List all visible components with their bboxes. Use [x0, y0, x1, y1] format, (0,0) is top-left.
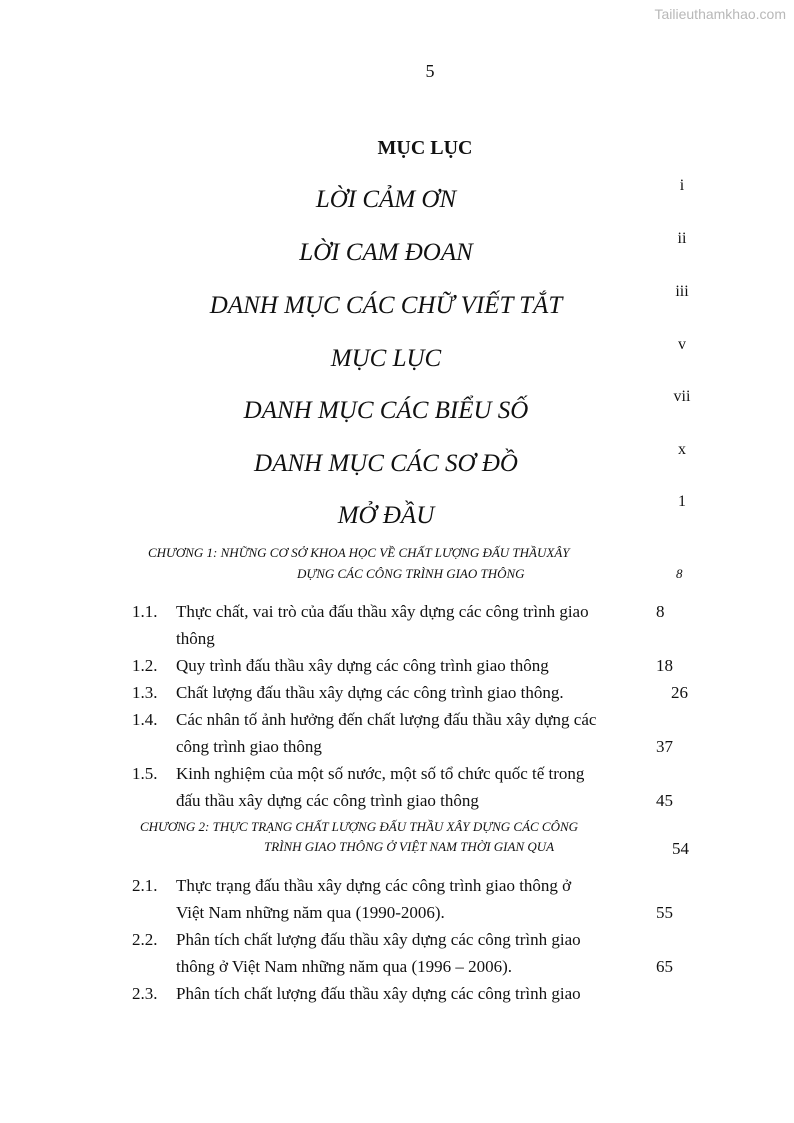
section-title: Thực chất, vai trò của đấu thầu xây dựng các công trình giao	[176, 602, 589, 621]
toc-entry-mo-dau: MỞ ĐẦU	[337, 502, 435, 529]
section-title: Chất lượng đấu thầu xây dựng các công trình giao thông.	[176, 683, 564, 702]
toc-page-loi-cam-on: i	[679, 177, 685, 194]
chapter-1-title-line2: DỰNG CÁC CÔNG TRÌNH GIAO THÔNG	[297, 566, 525, 581]
section-title: Phân tích chất lượng đấu thầu xây dựng các công trình giao	[176, 984, 581, 1003]
section-number: 1.2.	[132, 656, 158, 675]
section-number: 1.5.	[132, 764, 158, 783]
section-number: 1.4.	[132, 710, 158, 729]
toc-entry-chu-viet-tat: DANH MỤC CÁC CHỮ VIẾT TẮT	[209, 292, 563, 319]
toc-entry-so-do: DANH MỤC CÁC SƠ ĐỒ	[254, 450, 518, 477]
toc-page-muc-luc: v	[678, 336, 686, 353]
section-title-cont: Việt Nam những năm qua (1990-2006).	[176, 903, 445, 922]
chapter-1-title-line1: CHƯƠNG 1: NHỮNG CƠ SỞ KHOA HỌC VỀ CHẤT LƯỢNG ĐẤU THẦUXÂY	[148, 545, 570, 560]
section-page: 55	[656, 903, 673, 922]
toc-page-so-do: x	[678, 441, 686, 458]
chapter-2-page: 54	[672, 839, 689, 858]
section-title: Thực trạng đấu thầu xây dựng các công trình giao thông ở	[176, 876, 572, 895]
section-page: 18	[656, 656, 673, 675]
section-title-cont: thông	[176, 629, 215, 648]
toc-entry-bieu-so: DANH MỤC CÁC BIỂU SỐ	[243, 397, 529, 424]
section-title: Các nhân tố ảnh hưởng đến chất lượng đấu thầu xây dựng các	[176, 710, 597, 729]
section-title: Phân tích chất lượng đấu thầu xây dựng các công trình giao	[176, 930, 581, 949]
section-number: 1.3.	[132, 683, 158, 702]
section-number: 2.1.	[132, 876, 158, 895]
toc-page-mo-dau: 1	[678, 493, 686, 510]
toc-entry-muc-luc: MỤC LỤC	[330, 345, 442, 372]
section-page: 8	[656, 602, 665, 621]
page-number: 5	[425, 61, 435, 81]
section-page: 45	[656, 791, 673, 810]
toc-page-loi-cam-doan: ii	[677, 230, 687, 247]
section-title-cont: thông ở Việt Nam những năm qua (1996 – 2006).	[176, 957, 513, 976]
section-number: 2.3.	[132, 984, 158, 1003]
toc-entry-loi-cam-on: LỜI CẢM ƠN	[315, 186, 457, 213]
toc-page-chu-viet-tat: iii	[675, 283, 689, 300]
section-title-cont: công trình giao thông	[176, 737, 322, 756]
chapter-2-title-line2: TRÌNH GIAO THÔNG Ở VIỆT NAM THỜI GIAN QUA	[264, 839, 555, 854]
section-page: 37	[656, 737, 673, 756]
toc-title: MỤC LỤC	[377, 137, 473, 159]
toc-entry-loi-cam-doan: LỜI CAM ĐOAN	[299, 239, 473, 266]
toc-page-bieu-so: vii	[673, 388, 691, 405]
section-page: 65	[656, 957, 673, 976]
section-title-cont: đấu thầu xây dựng các công trình giao thông	[176, 791, 479, 810]
section-number: 1.1.	[132, 602, 158, 621]
section-title: Kinh nghiệm của một số nước, một số tổ chức quốc tế trong	[176, 764, 585, 783]
chapter-1-page: 8	[676, 566, 683, 581]
section-number: 2.2.	[132, 930, 158, 949]
chapter-2-title-line1: CHƯƠNG 2: THỰC TRẠNG CHẤT LƯỢNG ĐẤU THẦU XÂY DỰNG CÁC CÔNG	[140, 819, 579, 834]
section-page: 26	[671, 683, 688, 702]
section-title: Quy trình đấu thầu xây dựng các công trình giao thông	[176, 656, 549, 675]
watermark: Tailieuthamkhao.com	[654, 6, 786, 22]
